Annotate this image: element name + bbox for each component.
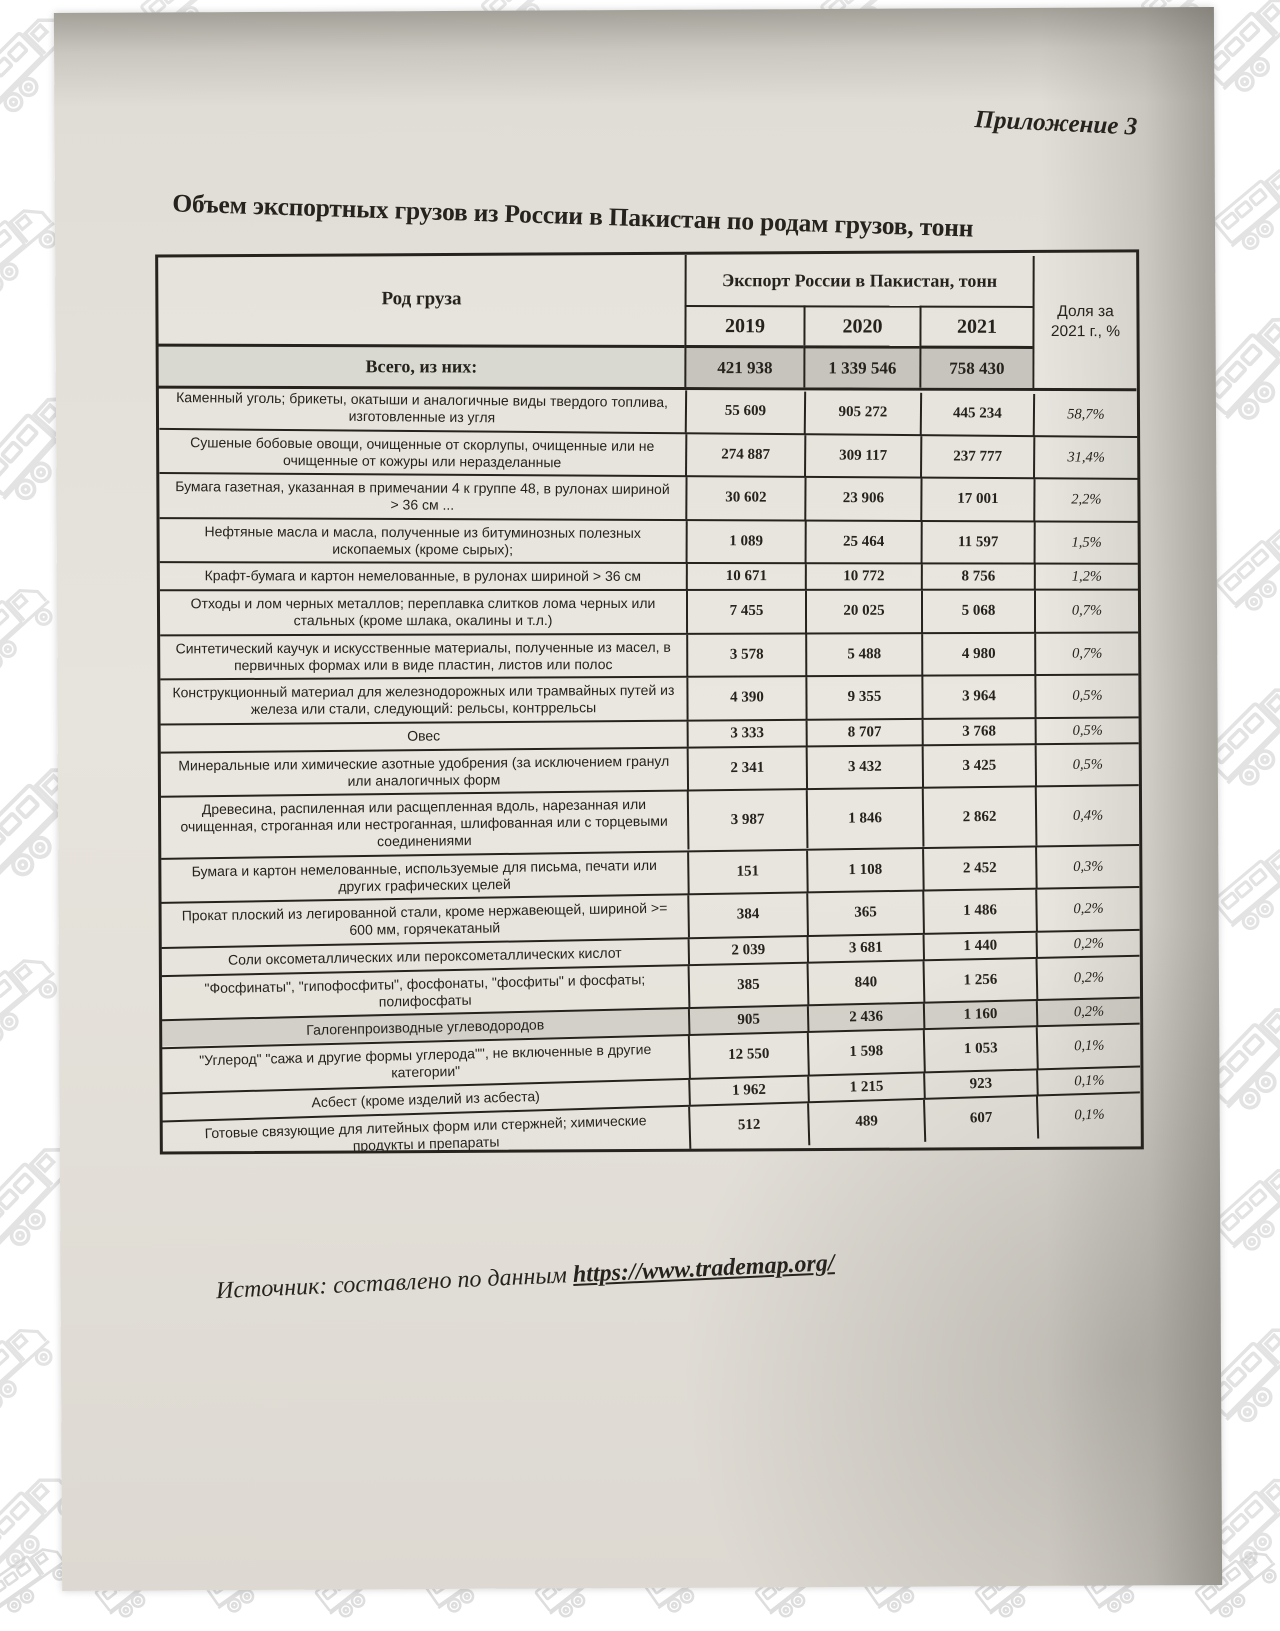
table-row (159, 428, 1137, 480)
row-value: 3 425 (922, 745, 1035, 788)
row-value: 8 707 (806, 720, 922, 746)
column-header-2020: 2020 (803, 305, 919, 345)
row-value: 17 001 (920, 479, 1033, 521)
row-share: 0,1% (1036, 1025, 1141, 1069)
row-value: 12 550 (688, 1033, 808, 1078)
row-label: Каменный уголь; брикеты, окатыши и аналогичные виды твердого топлива, изготовленные из угля (159, 385, 685, 432)
row-value: 4 390 (686, 678, 805, 720)
row-label: Отходы и лом черных металлов; переплавка слитков лома черных или стальных (кроме шлака, окалины и т.л.) (160, 591, 686, 633)
row-share: 1,2% (1034, 565, 1138, 590)
row-value: 4 980 (921, 634, 1034, 676)
row-share: 0,5% (1034, 676, 1138, 718)
row-share: 0,1% (1036, 1067, 1141, 1095)
row-value: 2 341 (687, 747, 806, 790)
row-share: 0,5% (1035, 744, 1139, 787)
row-label: Конструкционный материал для железнодорожных или трамвайных путей из железа или стали, следующий: рельсы, контррельсы (160, 678, 686, 722)
source-link: https://www.trademap.org/ (572, 1250, 835, 1288)
row-label: Галогенпроизводные углеводородов (162, 1009, 688, 1046)
row-value: 55 609 (685, 390, 804, 433)
table-row (160, 562, 1138, 590)
table-header (158, 254, 1136, 392)
row-value: 607 (923, 1096, 1037, 1141)
row-value: 3 964 (921, 676, 1034, 718)
row-value: 1 160 (923, 1001, 1037, 1028)
truck-watermark-icon (1206, 500, 1280, 627)
table-body (159, 387, 1141, 1151)
row-value: 3 987 (687, 790, 807, 850)
row-label: "Фосфинаты", "гипофосфиты", фосфонаты, "фосфиты" и фосфаты; полифосфаты (162, 966, 689, 1019)
row-value: 2 436 (807, 1004, 924, 1031)
row-value: 923 (923, 1070, 1037, 1098)
row-share: 0,4% (1035, 786, 1140, 846)
row-value: 489 (807, 1099, 924, 1144)
column-header-share: Доля за 2021 г., % (1032, 256, 1136, 388)
row-share: 0,2% (1036, 931, 1140, 958)
row-share: 0,2% (1035, 888, 1140, 931)
row-label: Синтетический каучук и искусственные материалы, полученные из масел, в первичных формах или в виде пластин, листов или полос (160, 635, 686, 678)
row-share: 0,3% (1035, 846, 1140, 889)
column-header-product: Род груза (158, 254, 684, 345)
row-label: Соли оксометаллических или пероксометаллических кислот (162, 939, 688, 974)
row-value: 10 772 (805, 565, 921, 590)
row-value: 1 089 (686, 521, 805, 563)
row-value: 1 846 (806, 789, 923, 849)
row-value: 2 039 (688, 937, 807, 964)
row-share: 0,2% (1035, 957, 1140, 1001)
column-header-2021: 2021 (919, 306, 1032, 346)
row-share: 0,2% (1036, 999, 1141, 1026)
row-value: 1 215 (807, 1073, 924, 1101)
row-share: 58,7% (1033, 394, 1137, 437)
row-share: 0,7% (1034, 591, 1138, 633)
row-value: 445 234 (920, 393, 1033, 436)
row-value: 5 068 (921, 591, 1034, 633)
row-value: 1 053 (923, 1027, 1037, 1071)
row-value: 10 671 (686, 564, 805, 589)
row-value: 309 117 (804, 435, 920, 478)
row-value: 8 756 (921, 565, 1034, 590)
row-value: 905 272 (804, 392, 920, 435)
row-value: 1 108 (806, 849, 923, 892)
row-value: 1 440 (923, 933, 1036, 960)
row-value: 905 (688, 1007, 808, 1035)
row-value: 30 602 (685, 477, 804, 519)
row-value: 2 452 (922, 847, 1036, 890)
totals-value-2021: 758 430 (919, 346, 1032, 388)
row-label: Крафт-бумага и картон немелованные, в рулонах шириной > 36 см (160, 564, 686, 590)
truck-watermark-icon (1204, 141, 1280, 266)
row-share: 0,7% (1034, 633, 1138, 675)
row-label: "Углерод" "сажа и другие формы углерода"", не включенные в другие категории" (162, 1036, 689, 1091)
source-line (216, 1242, 1016, 1305)
row-label: Минеральные или химические азотные удобрения (за исключением гранул или аналогичных форм (161, 748, 687, 795)
row-value: 5 488 (805, 634, 921, 676)
photographed-document-page (54, 7, 1222, 1591)
row-value: 7 455 (686, 591, 805, 633)
table-row (160, 631, 1138, 677)
row-value: 274 887 (685, 434, 804, 477)
row-share: 2,2% (1033, 479, 1137, 521)
row-value: 151 (687, 850, 807, 893)
row-value: 1 598 (807, 1030, 924, 1074)
row-label: Бумага и картон немелованные, используемые для письма, печати или других графических целей (161, 852, 688, 901)
row-value: 11 597 (921, 522, 1034, 564)
row-value: 512 (688, 1103, 808, 1148)
totals-row-label: Всего, из них: (158, 344, 684, 387)
row-label: Бумага газетная, указанная в примечании 4 к группе 48, в рулонах шириной > 36 см ... (159, 474, 685, 519)
row-value: 3 432 (806, 746, 922, 789)
row-value: 385 (688, 963, 808, 1007)
row-value: 23 906 (804, 478, 920, 520)
totals-value-2020: 1 339 546 (803, 345, 919, 387)
row-value: 3 681 (807, 935, 923, 962)
row-value: 365 (806, 892, 923, 935)
row-value: 2 862 (922, 788, 1036, 848)
row-value: 25 464 (805, 521, 921, 563)
column-header-export-group: Экспорт России в Пакистан, тонн (685, 255, 1033, 306)
column-header-2019: 2019 (684, 305, 803, 345)
row-value: 20 025 (805, 591, 921, 633)
row-value: 1 962 (688, 1076, 808, 1104)
appendix-annotation: Приложение 3 (974, 106, 1215, 145)
row-value: 3 768 (922, 719, 1035, 745)
row-share: 0,1% (1036, 1093, 1141, 1138)
row-label: Прокат плоский из легированной стали, кроме нержавеющей, шириной >= 600 мм, горячекатаный (161, 896, 688, 946)
row-value: 840 (807, 961, 924, 1005)
table-row (160, 674, 1138, 723)
page-title: Объем экспортных грузов из России в Пакистан по родам грузов, тонн (172, 188, 1152, 249)
totals-value-2019: 421 938 (684, 345, 803, 387)
row-label: Нефтяные масла и масла, полученные из битуминозных полезных ископаемых (кроме сырых); (160, 519, 686, 563)
row-label: Асбест (кроме изделий из асбеста) (162, 1080, 688, 1119)
table-row (160, 517, 1138, 564)
row-label: Древесина, распиленная или расщепленная вдоль, нарезанная или очищенная, строганная или нестроганная, шлифованная или с торцевыми соединениями (161, 792, 688, 857)
row-value: 384 (687, 894, 807, 938)
row-label: Овес (161, 722, 687, 751)
row-value: 3 333 (687, 721, 806, 747)
table-row (160, 589, 1138, 633)
row-value: 9 355 (805, 677, 921, 719)
table-row (159, 472, 1137, 521)
source-prefix: Источник: составлено по данным (216, 1262, 574, 1304)
row-value: 1 256 (923, 959, 1037, 1003)
row-value: 1 486 (922, 890, 1036, 933)
row-value: 3 578 (686, 634, 805, 676)
export-cargo-table (155, 249, 1144, 1154)
row-share: 31,4% (1033, 437, 1137, 479)
row-share: 1,5% (1034, 522, 1138, 564)
row-label: Сушеные бобовые овощи, очищенные от скорлупы, очищенные или не очищенные от кожуры или неразделанные (159, 430, 685, 476)
row-value: 237 777 (920, 436, 1033, 479)
row-label: Готовые связующие для литейных форм или стержней; химические продукты и препараты (162, 1106, 689, 1163)
row-share: 0,5% (1035, 718, 1139, 744)
